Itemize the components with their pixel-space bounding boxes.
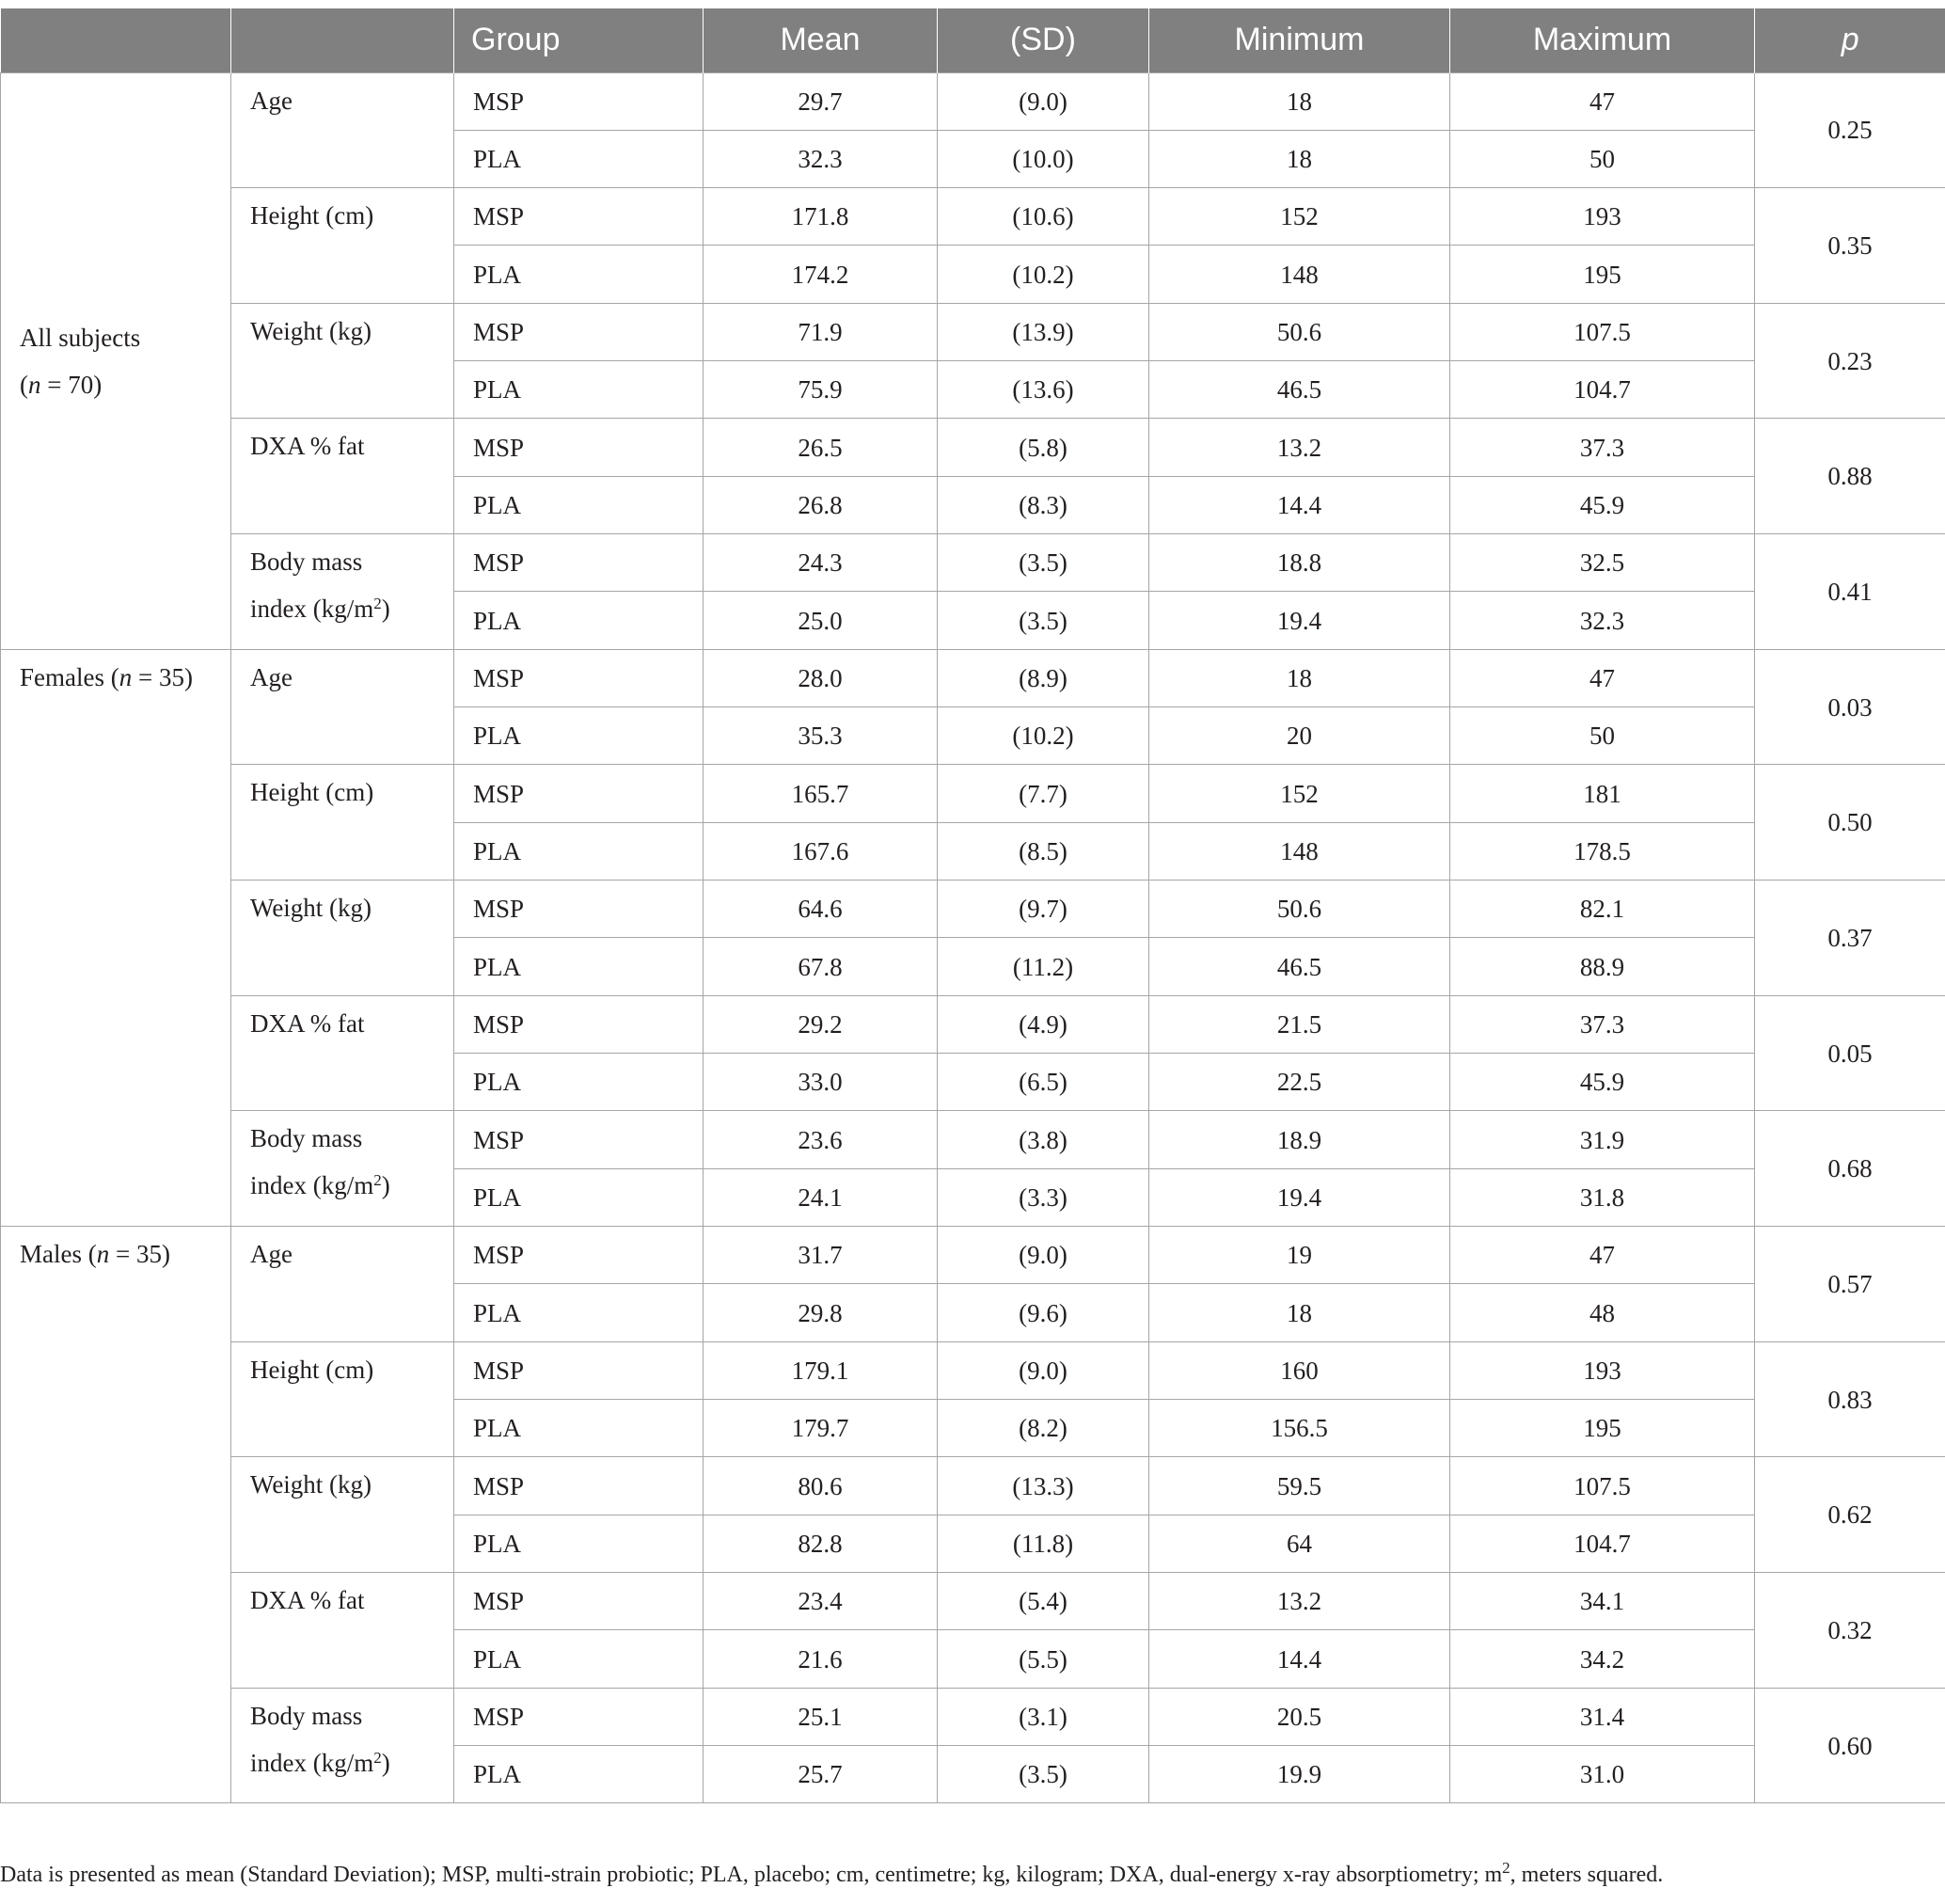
group-cell: MSP — [454, 534, 704, 592]
minimum-cell: 19.9 — [1149, 1746, 1450, 1803]
measure-cell — [231, 995, 454, 1111]
minimum-cell: 14.4 — [1149, 476, 1450, 533]
minimum-cell: 18 — [1149, 1284, 1450, 1341]
group-cell: PLA — [454, 938, 704, 995]
maximum-cell: 47 — [1450, 649, 1755, 706]
maximum-cell: 47 — [1450, 1227, 1755, 1284]
sd-cell: (5.8) — [938, 419, 1149, 476]
minimum-cell: 13.2 — [1149, 419, 1450, 476]
measure-label-line1: Body mass — [250, 547, 363, 577]
sd-cell: (9.0) — [938, 72, 1149, 130]
maximum-cell: 50 — [1450, 707, 1755, 765]
table-body — [1, 72, 1945, 1803]
mean-cell: 26.8 — [704, 476, 938, 533]
table-container — [0, 8, 1945, 1803]
maximum-cell: 45.9 — [1450, 476, 1755, 533]
sd-cell: (10.0) — [938, 130, 1149, 187]
group-cell: MSP — [454, 1227, 704, 1284]
measure-label: Weight (kg) — [250, 894, 372, 923]
sd-cell: (5.5) — [938, 1630, 1149, 1688]
group-cell: MSP — [454, 995, 704, 1053]
sd-cell: (3.5) — [938, 534, 1149, 592]
p-value-cell: 0.88 — [1755, 419, 1945, 534]
maximum-cell: 178.5 — [1450, 822, 1755, 880]
sd-cell: (9.0) — [938, 1341, 1149, 1399]
minimum-cell: 46.5 — [1149, 938, 1450, 995]
group-cell: PLA — [454, 1054, 704, 1111]
measure-cell — [231, 1457, 454, 1573]
maximum-cell: 31.9 — [1450, 1111, 1755, 1168]
subject-label: Males ( — [20, 1240, 97, 1269]
header-subject — [1, 8, 231, 72]
minimum-cell: 19 — [1149, 1227, 1450, 1284]
sd-cell: (9.0) — [938, 1227, 1149, 1284]
group-cell: PLA — [454, 1515, 704, 1572]
group-cell: MSP — [454, 419, 704, 476]
group-cell: MSP — [454, 1688, 704, 1745]
minimum-cell: 50.6 — [1149, 303, 1450, 360]
group-cell: MSP — [454, 188, 704, 246]
group-cell: PLA — [454, 130, 704, 187]
maximum-cell: 88.9 — [1450, 938, 1755, 995]
mean-cell: 67.8 — [704, 938, 938, 995]
measure-cell — [231, 188, 454, 304]
group-cell: PLA — [454, 707, 704, 765]
header-row — [1, 8, 1945, 72]
measure-cell — [231, 1227, 454, 1342]
sd-cell: (10.2) — [938, 707, 1149, 765]
mean-cell: 25.1 — [704, 1688, 938, 1745]
measure-label-line2 — [250, 1739, 453, 1786]
maximum-cell: 31.0 — [1450, 1746, 1755, 1803]
minimum-cell: 21.5 — [1149, 995, 1450, 1053]
measure-cell — [231, 303, 454, 419]
sd-cell: (8.3) — [938, 476, 1149, 533]
mean-cell: 75.9 — [704, 361, 938, 419]
mean-cell: 179.7 — [704, 1400, 938, 1457]
maximum-cell: 195 — [1450, 1400, 1755, 1457]
sd-cell: (3.1) — [938, 1688, 1149, 1745]
minimum-cell: 18 — [1149, 130, 1450, 187]
footnote-end: , meters squared. — [1510, 1863, 1664, 1887]
mean-cell: 71.9 — [704, 303, 938, 360]
table-row — [1, 419, 1945, 476]
maximum-cell: 193 — [1450, 188, 1755, 246]
subject-n-var: n — [28, 370, 41, 399]
measure-label: Height (cm) — [250, 778, 374, 807]
sd-cell: (3.8) — [938, 1111, 1149, 1168]
maximum-cell: 34.2 — [1450, 1630, 1755, 1688]
group-cell: MSP — [454, 72, 704, 130]
maximum-cell: 193 — [1450, 1341, 1755, 1399]
sd-cell: (6.5) — [938, 1054, 1149, 1111]
mean-cell: 23.4 — [704, 1573, 938, 1630]
mean-cell: 31.7 — [704, 1227, 938, 1284]
minimum-cell: 59.5 — [1149, 1457, 1450, 1515]
minimum-cell: 156.5 — [1149, 1400, 1450, 1457]
maximum-cell: 32.5 — [1450, 534, 1755, 592]
footnote-sup: 2 — [1502, 1859, 1510, 1877]
group-cell: PLA — [454, 246, 704, 303]
group-cell: PLA — [454, 1400, 704, 1457]
measure-label: DXA % fat — [250, 1586, 365, 1615]
measure-label-sup: 2 — [373, 1748, 382, 1767]
subject-n-value: = 35) — [109, 1240, 170, 1269]
minimum-cell: 152 — [1149, 765, 1450, 822]
table-row — [1, 1457, 1945, 1515]
p-value-cell: 0.25 — [1755, 72, 1945, 188]
header-measure — [231, 8, 454, 72]
mean-cell: 32.3 — [704, 130, 938, 187]
group-cell: PLA — [454, 1746, 704, 1803]
mean-cell: 35.3 — [704, 707, 938, 765]
mean-cell: 82.8 — [704, 1515, 938, 1572]
minimum-cell: 14.4 — [1149, 1630, 1450, 1688]
maximum-cell: 104.7 — [1450, 361, 1755, 419]
subject-n — [20, 361, 230, 408]
p-value-cell: 0.23 — [1755, 303, 1945, 419]
subject-n-var: n — [119, 662, 133, 691]
minimum-cell: 148 — [1149, 822, 1450, 880]
sd-cell: (13.3) — [938, 1457, 1149, 1515]
table-row — [1, 995, 1945, 1053]
minimum-cell: 18 — [1149, 649, 1450, 706]
measure-label-line2 — [250, 1162, 453, 1209]
measure-label: Height (cm) — [250, 1355, 374, 1384]
measure-label-line1: Body mass — [250, 1124, 363, 1153]
group-cell: PLA — [454, 1168, 704, 1226]
mean-cell: 25.0 — [704, 592, 938, 649]
maximum-cell: 31.8 — [1450, 1168, 1755, 1226]
sd-cell: (7.7) — [938, 765, 1149, 822]
minimum-cell: 64 — [1149, 1515, 1450, 1572]
subject-n-value: = 70) — [40, 370, 103, 399]
footnote-text: Data is presented as mean (Standard Deviation); MSP, multi-strain probiotic; PLA, placebo; cm, centimetre; kg, kilogram; DXA, dual-energy x-ray absorptiometry; m — [0, 1863, 1503, 1887]
measure-label-end: ) — [381, 1748, 390, 1777]
sd-cell: (5.4) — [938, 1573, 1149, 1630]
maximum-cell: 31.4 — [1450, 1688, 1755, 1745]
subject-n-value: = 35) — [132, 662, 193, 691]
sd-cell: (9.7) — [938, 881, 1149, 938]
footnote — [0, 1859, 1664, 1888]
maximum-cell: 181 — [1450, 765, 1755, 822]
maximum-cell: 82.1 — [1450, 881, 1755, 938]
sd-cell: (3.5) — [938, 1746, 1149, 1803]
mean-cell: 25.7 — [704, 1746, 938, 1803]
measure-label: Weight (kg) — [250, 316, 372, 345]
maximum-cell: 195 — [1450, 246, 1755, 303]
measure-cell — [231, 534, 454, 650]
measure-label-text: index (kg/m — [250, 595, 374, 624]
maximum-cell: 34.1 — [1450, 1573, 1755, 1630]
mean-cell: 29.7 — [704, 72, 938, 130]
measure-label-text: index (kg/m — [250, 1748, 374, 1777]
minimum-cell: 46.5 — [1149, 361, 1450, 419]
maximum-cell: 107.5 — [1450, 1457, 1755, 1515]
group-cell: MSP — [454, 1341, 704, 1399]
table-row — [1, 1573, 1945, 1630]
minimum-cell: 18 — [1149, 72, 1450, 130]
mean-cell: 80.6 — [704, 1457, 938, 1515]
maximum-cell: 50 — [1450, 130, 1755, 187]
mean-cell: 165.7 — [704, 765, 938, 822]
minimum-cell: 19.4 — [1149, 1168, 1450, 1226]
p-value-cell: 0.50 — [1755, 765, 1945, 881]
measure-label-text: index (kg/m — [250, 1171, 374, 1200]
mean-cell: 24.3 — [704, 534, 938, 592]
p-value-cell: 0.83 — [1755, 1341, 1945, 1457]
maximum-cell: 37.3 — [1450, 995, 1755, 1053]
measure-cell — [231, 881, 454, 996]
mean-cell: 179.1 — [704, 1341, 938, 1399]
group-cell: MSP — [454, 1111, 704, 1168]
sd-cell: (9.6) — [938, 1284, 1149, 1341]
group-cell: MSP — [454, 1573, 704, 1630]
sd-cell: (10.6) — [938, 188, 1149, 246]
p-value-cell: 0.32 — [1755, 1573, 1945, 1689]
measure-label-line2 — [250, 585, 453, 632]
minimum-cell: 148 — [1149, 246, 1450, 303]
measure-label: Age — [250, 86, 293, 115]
group-cell: PLA — [454, 361, 704, 419]
mean-cell: 23.6 — [704, 1111, 938, 1168]
header-mean: Mean — [704, 8, 938, 72]
subject-cell — [1, 72, 231, 649]
table-row — [1, 881, 1945, 938]
maximum-cell: 37.3 — [1450, 419, 1755, 476]
p-value-cell: 0.68 — [1755, 1111, 1945, 1227]
table-row — [1, 534, 1945, 592]
maximum-cell: 107.5 — [1450, 303, 1755, 360]
header-maximum: Maximum — [1450, 8, 1755, 72]
p-value-cell: 0.37 — [1755, 881, 1945, 996]
measure-label-end: ) — [381, 595, 390, 624]
sd-cell: (8.5) — [938, 822, 1149, 880]
mean-cell: 28.0 — [704, 649, 938, 706]
minimum-cell: 152 — [1149, 188, 1450, 246]
group-cell: MSP — [454, 881, 704, 938]
subject-n-var: n — [96, 1240, 110, 1269]
group-cell: MSP — [454, 765, 704, 822]
measure-label-sup: 2 — [373, 1171, 382, 1190]
measure-cell — [231, 765, 454, 881]
minimum-cell: 18.9 — [1149, 1111, 1450, 1168]
measure-cell — [231, 1573, 454, 1689]
group-cell: PLA — [454, 476, 704, 533]
measure-label-sup: 2 — [373, 595, 382, 613]
measure-cell — [231, 649, 454, 765]
maximum-cell: 32.3 — [1450, 592, 1755, 649]
measure-label: Weight (kg) — [250, 1470, 372, 1499]
minimum-cell: 18.8 — [1149, 534, 1450, 592]
minimum-cell: 13.2 — [1149, 1573, 1450, 1630]
group-cell: MSP — [454, 303, 704, 360]
measure-label-line1: Body mass — [250, 1701, 363, 1730]
group-cell: PLA — [454, 1284, 704, 1341]
sd-cell: (3.5) — [938, 592, 1149, 649]
maximum-cell: 45.9 — [1450, 1054, 1755, 1111]
measure-label: DXA % fat — [250, 432, 365, 461]
group-cell: MSP — [454, 649, 704, 706]
subject-cell — [1, 649, 231, 1226]
mean-cell: 174.2 — [704, 246, 938, 303]
subject-label: All subjects — [20, 323, 141, 352]
sd-cell: (11.2) — [938, 938, 1149, 995]
p-value-cell: 0.62 — [1755, 1457, 1945, 1573]
group-cell: PLA — [454, 592, 704, 649]
sd-cell: (8.9) — [938, 649, 1149, 706]
mean-cell: 167.6 — [704, 822, 938, 880]
p-value-cell: 0.57 — [1755, 1227, 1945, 1342]
table-row — [1, 1111, 1945, 1168]
table-row — [1, 72, 1945, 130]
header-sd: (SD) — [938, 8, 1149, 72]
sd-cell: (13.6) — [938, 361, 1149, 419]
measure-cell — [231, 419, 454, 534]
maximum-cell: 48 — [1450, 1284, 1755, 1341]
mean-cell: 24.1 — [704, 1168, 938, 1226]
mean-cell: 171.8 — [704, 188, 938, 246]
maximum-cell: 47 — [1450, 72, 1755, 130]
minimum-cell: 20 — [1149, 707, 1450, 765]
header-minimum: Minimum — [1149, 8, 1450, 72]
table-row — [1, 1341, 1945, 1399]
mean-cell: 33.0 — [704, 1054, 938, 1111]
measure-cell — [231, 1688, 454, 1803]
sd-cell: (3.3) — [938, 1168, 1149, 1226]
minimum-cell: 50.6 — [1149, 881, 1450, 938]
measure-label: Height (cm) — [250, 201, 374, 230]
mean-cell: 29.8 — [704, 1284, 938, 1341]
measure-cell — [231, 1341, 454, 1457]
sd-cell: (11.8) — [938, 1515, 1149, 1572]
measure-label-end: ) — [381, 1171, 390, 1200]
table-row — [1, 765, 1945, 822]
minimum-cell: 20.5 — [1149, 1688, 1450, 1745]
p-value-cell: 0.05 — [1755, 995, 1945, 1111]
measure-cell — [231, 72, 454, 188]
table-row — [1, 649, 1945, 706]
group-cell: PLA — [454, 1630, 704, 1688]
p-value-cell: 0.35 — [1755, 188, 1945, 304]
maximum-cell: 104.7 — [1450, 1515, 1755, 1572]
p-value-cell: 0.03 — [1755, 649, 1945, 765]
table-row — [1, 188, 1945, 246]
measure-label: Age — [250, 662, 293, 691]
table-row — [1, 1688, 1945, 1745]
sd-cell: (4.9) — [938, 995, 1149, 1053]
group-cell: MSP — [454, 1457, 704, 1515]
minimum-cell: 22.5 — [1149, 1054, 1450, 1111]
p-value-cell: 0.60 — [1755, 1688, 1945, 1803]
sd-cell: (10.2) — [938, 246, 1149, 303]
mean-cell: 21.6 — [704, 1630, 938, 1688]
subject-label: Females ( — [20, 662, 119, 691]
mean-cell: 26.5 — [704, 419, 938, 476]
group-cell: PLA — [454, 822, 704, 880]
sd-cell: (8.2) — [938, 1400, 1149, 1457]
subject-cell — [1, 1227, 231, 1803]
mean-cell: 64.6 — [704, 881, 938, 938]
measure-label: DXA % fat — [250, 1008, 365, 1038]
table-row — [1, 303, 1945, 360]
sd-cell: (13.9) — [938, 303, 1149, 360]
measure-label: Age — [250, 1240, 293, 1269]
measure-cell — [231, 1111, 454, 1227]
header-p: p — [1755, 8, 1945, 72]
p-value-cell: 0.41 — [1755, 534, 1945, 650]
subject-n-prefix: ( — [20, 370, 28, 399]
minimum-cell: 19.4 — [1149, 592, 1450, 649]
header-group: Group — [454, 8, 704, 72]
minimum-cell: 160 — [1149, 1341, 1450, 1399]
demographics-table — [0, 8, 1945, 1803]
mean-cell: 29.2 — [704, 995, 938, 1053]
table-row — [1, 1227, 1945, 1284]
